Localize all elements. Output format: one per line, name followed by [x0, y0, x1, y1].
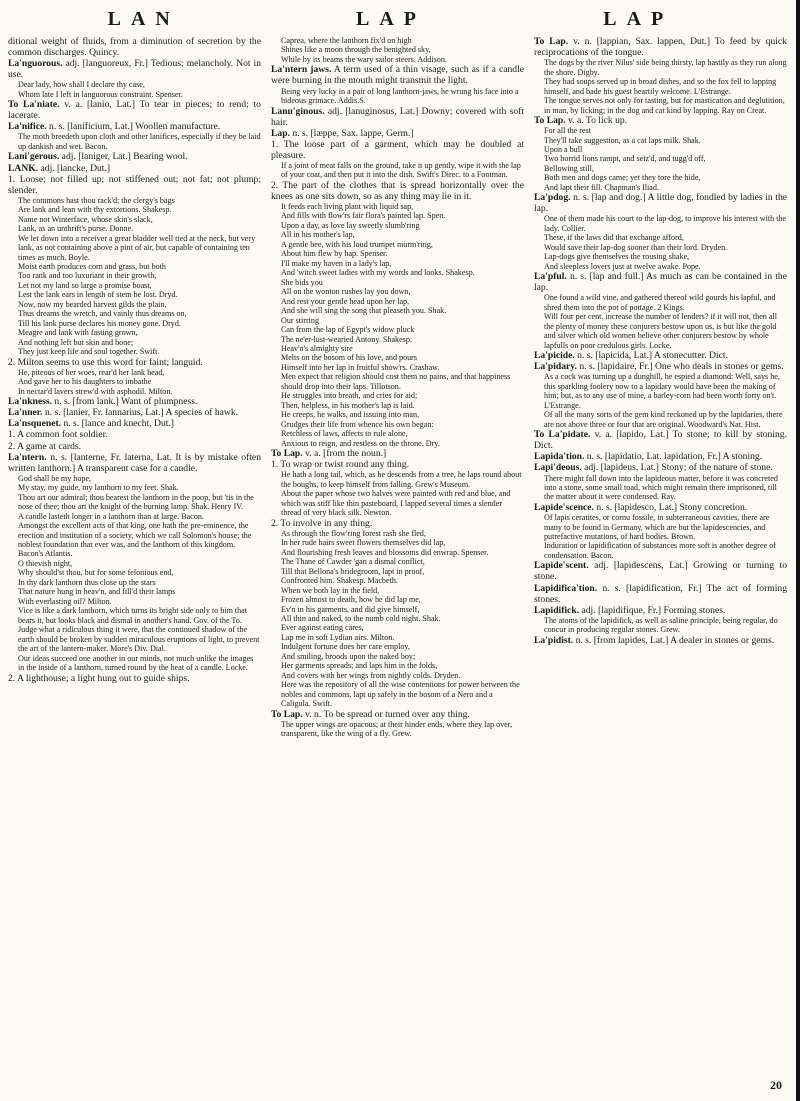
- entry-definition: adj. [lapidifique, Fr.] Forming stones.: [579, 604, 726, 616]
- dictionary-entry: [8, 58, 261, 80]
- entry-definition: n. s. [from lank.] Want of plumpness.: [52, 396, 198, 408]
- entry-headword: Lapida'tion.: [534, 451, 585, 463]
- entry-headword: La'pdog.: [534, 192, 571, 204]
- text-columns: [8, 36, 788, 739]
- citation-quote: It feeds each living plant with liquid sap, And fills with flow'rs fair flora's painted lap. Spen. Upon a day, as love lay sweetly slumb'ring All in his mother's lap, A gentle bee, with his loud trumpet murm'ring, About him flew by hap. Spenser. I'll make my haven in a lady's lap, And 'witch sweet ladies with my words and looks. Shakesp. She bids you All on the wonton rushes lay you down, And rest your gentle head upon her lap, And she will sing the song that pleaseth you. Shak. Our stirring Can from the lap of Egypt's widow pluck The ne'er-lust-wearied Antony. Shakesp. Heav'n's almighty sire Melts on the bosom of his love, and pours Himself into her lap in fruitful show'rs. Crashaw. Men expect that religion should cost them no pains, and that happiness should drop into their laps. Tillotson. He struggles into breath, and cries for aid; Then, helpless, in his mother's lap is laid. He creeps, he walks, and issuing into man, Grudges their life from whence his own began: Retchless of laws, affects to rule alone, Anxious to reign, and restless on the throne. Dry.: [281, 201, 511, 448]
- dictionary-entry: [534, 271, 787, 293]
- running-header: [8, 8, 788, 36]
- dictionary-entry: [534, 350, 787, 361]
- dictionary-entry: [271, 128, 524, 139]
- dictionary-entry: [8, 163, 261, 174]
- entry-definition: v. n. To be spread or turned over any thing.: [302, 708, 470, 720]
- entry-headword: Lapide'scent.: [534, 560, 589, 572]
- entry-definition: n. s. [lapidaire, Fr.] One who deals in stones or gems.: [576, 361, 784, 373]
- dictionary-entry: [534, 560, 787, 582]
- sense-paragraph: 2. To involve in any thing.: [271, 517, 373, 529]
- entry-headword: La'picide.: [534, 350, 575, 362]
- entry-definition: n. s. [lapidesco, Lat.] Stony concretion.: [593, 501, 748, 513]
- entry-definition: adj. [laniger, Lat.] Bearing wool.: [59, 151, 188, 163]
- dictionary-entry: [271, 64, 524, 86]
- citation-quote: The commons hast thou rack'd; the clergy's bags Are lank and lean with thy extortions. Shakesp. Name not Winterface, whose skin's slack, Lank, as an unthrift's purse. Donne. We let down into a receiver a great bladder well tied at the neck, but very lank, as not containing above a pint of air, but capable of containing ten times as much. Boyle. Moist earth produces corn and grass, but both Too rank and too luxuriant in their growth, Let not my land so large a promise boast, Lest the lank ears in length of stem be lost. Dryd. Now, now my bearded harvest gilds the plain, Thus dreams the wretch, and vainly thus dreams on, Till his lank purse declares his money gone. Dryd. Meagre and lank with fasting grown, And nothing left but skin and bone; They just keep life and soul together. Swift.: [18, 195, 256, 357]
- sense-paragraph: 1. A common foot soldier.: [8, 429, 108, 441]
- entry-headword: Lanu'ginous.: [271, 105, 325, 117]
- entry-headword: La'ntern jaws.: [271, 64, 332, 76]
- entry-headword: To La'niate.: [8, 99, 60, 111]
- dictionary-entry: [8, 99, 261, 121]
- column-middle: [271, 36, 524, 739]
- header-right: LAP: [603, 8, 674, 30]
- header-left: LAN: [107, 8, 180, 30]
- entry-definition: n. s. [lapidification, Fr.] The act of forming stones.: [534, 582, 787, 605]
- dictionary-entry: [8, 121, 261, 132]
- entry-definition: n. s. [lanificium, Lat.] Woollen manufacture.: [46, 121, 221, 133]
- entry-headword: La'nsquenet.: [8, 418, 62, 430]
- entry-headword: Lapide'scence.: [534, 501, 594, 513]
- entry-definition: n. s. [lance and knecht, Dut.]: [61, 418, 175, 430]
- sense-paragraph: ditional weight of fluids, from a diminution of secretion by the common discharges. Quincy.: [8, 36, 261, 59]
- citation-quote: Of lapis ceratites, or cornu fossile, in subterraneous cavities, there are many to be found in Germany, which are but the lapidescencies, and putrefactive mutations, of hard bodies. Brown. Induration or lapidification of substances more soft is another degree of condensation. Bacon.: [544, 513, 776, 560]
- entry-definition: adj. [lancke, Dut.]: [38, 162, 111, 174]
- entry-headword: La'nner.: [8, 407, 43, 419]
- entry-definition: v. a. To lick up.: [565, 114, 628, 126]
- entry-definition: adj. [lanuginosus, Lat.] Downy; covered with soft hair.: [271, 105, 524, 128]
- dictionary-entry: [534, 361, 787, 372]
- entry-headword: La'pful.: [534, 271, 567, 283]
- entry-headword: To Lap.: [271, 708, 303, 720]
- dictionary-entry: [8, 407, 261, 418]
- dictionary-entry: [534, 451, 787, 462]
- sense-paragraph: 2. The part of the clothes that is spread horizontally over the knees as one sits down, so as any thing may lie in it.: [271, 179, 524, 202]
- dictionary-entry: [534, 192, 787, 214]
- citation-quote: The upper wings are opacous; at their hinder ends, where they lap over, transparent, like the wing of a fly. Grew.: [281, 719, 513, 739]
- citation-quote: Dear lady, how shall I declare thy case, Whom late I left in languorous constraint. Spenser.: [18, 80, 183, 99]
- citation-quote: He hath a long tail, which, as he descends from a tree, he laps round about the boughs, to keep himself from falling. Grew's Museum. About the paper whose two halves were painted with red and blue, and which was stiff like thin pasteboard, I lapped several times a slender thread of very black silk. Newton.: [281, 470, 522, 518]
- dictionary-entry: [8, 151, 261, 162]
- dictionary-entry: [271, 448, 524, 459]
- citation-quote: The moth breedeth upon cloth and other lanifices, especially if they be laid up dankish and wet. Bacon.: [18, 132, 261, 151]
- sense-paragraph: 2. Milton seems to use this word for faint; languid.: [8, 356, 203, 368]
- page-number: 20: [770, 1078, 782, 1092]
- dictionary-entry: [271, 106, 524, 128]
- dictionary-entry: [534, 635, 787, 646]
- entry-headword: La'nguorous.: [8, 58, 63, 70]
- entry-definition: n. s. [lap and dog.] A little dog, fondled by ladies in the lap.: [534, 192, 787, 215]
- entry-headword: Lapi'deous.: [534, 462, 582, 474]
- dictionary-entry: [534, 502, 787, 513]
- sense-paragraph: 2. A lighthouse; a light hung out to guide ships.: [8, 672, 190, 684]
- citation-quote: God shall be my hope, My stay, my guide, my lanthorn to my feet. Shak. Thou art our admiral; thou bearest the lanthorn in the poop, but 'tis in the nose of thee; thou art the knight of the burning lamp. Shak. Henry IV. A candle lasteth longer in a lanthorn than at large. Bacon. Amongst the excellent acts of that king, one hath the pre-eminence, the erection and institution of a society, which we call Solomon's house; the noblest foundation that ever was, and the lanthorn of this kingdom. Bacon's Atlantis. O thievish night, Why should'st thou, but for some felonious end, In thy dark lanthorn thus close up the stars That nature hung in heav'n, and fill'd their lamps With everlasting oil? Milton. Vice is like a dark lanthorn, which turns its bright side only to him that bears it, but looks black and dismal in another's hand. Gov. of the To. Judge what a ridiculous thing it were, that the continued shadow of the earth should be broken by sudden miraculous eruptions of light, to prevent the art of the lantern-maker. More's Div. Dial. Our ideas succeed one another in our minds, not much unlike the images in the inside of a lanthorn, turned round by the heat of a candle. Locke.: [18, 473, 260, 673]
- entry-headword: To Lap.: [534, 36, 569, 47]
- entry-definition: v. a. [lanio, Lat.] To tear in pieces; to rend; to lacerate.: [8, 99, 261, 122]
- entry-definition: n. s. [lanterne, Fr. laterna, Lat. It is by mistake often written lanthorn.] A transparent case for a candle.: [8, 451, 261, 474]
- citation-quote: If a joint of meat falls on the ground, take it up gently, wipe it with the lap of your coat, and then put it into the dish. Swift's Direc. to a Footman.: [281, 160, 521, 180]
- entry-definition: n. s. [lapicida, Lat.] A stonecutter. Dict.: [574, 350, 728, 362]
- citation-quote: There might fall down into the lapideous matter, before it was concreted into a stone, some small toad, which might remain there imprisoned, till the matter about it were condensed. Ray.: [544, 473, 778, 502]
- entry-definition: v. a. [lapido, Lat.] To stone; to kill by stoning. Dict.: [534, 429, 787, 452]
- citation-quote: One of them made his court to the lap-dog, to improve his interest with the lady. Collier. These, if the laws did that exchange afford, Would save their lap-dog sooner than their lord. Dryden. Lap-dogs give themselves the rousing shake, And sleepless lovers just at twelve awake. Pope.: [544, 214, 787, 271]
- entry-headword: La'pidary.: [534, 361, 577, 373]
- dictionary-entry: [534, 462, 787, 473]
- entry-definition: A term used of a thin visage, such as if a candle were burning in the mouth might transmit the light.: [271, 64, 524, 87]
- dictionary-entry: [534, 429, 787, 451]
- citation-quote: Being very lucky in a pair of long lanthorn-jaws, he wrung his face into a hideous grimace. Addis.S.: [281, 86, 519, 106]
- entry-headword: La'nifice.: [8, 121, 47, 133]
- entry-headword: To La'pidate.: [534, 429, 591, 441]
- header-middle: LAP: [356, 8, 426, 30]
- column-left: [8, 36, 261, 739]
- entry-definition: adj. [languoreux, Fr.] Tedious; melancholy. Not in use.: [8, 58, 261, 81]
- sense-paragraph: 2. A game at cards.: [8, 440, 81, 452]
- entry-headword: Lapidifick.: [534, 604, 580, 616]
- entry-definition: v. n. [lappian, Sax. lappen, Dut.] To feed by quick reciprocations of the tongue.: [534, 36, 787, 59]
- citation-quote: The atoms of the lapidifick, as well as saline principle, being regular, do concur in producing regular stones. Grew.: [544, 615, 778, 635]
- entry-definition: n. s. [from lapides, Lat.] A dealer in stones or gems.: [573, 634, 775, 646]
- dictionary-entry: [534, 115, 787, 126]
- sense-paragraph: 1. The loose part of a garment, which may be doubled at pleasure.: [271, 138, 524, 161]
- sense-paragraph: 1. To wrap or twist round any thing.: [271, 459, 409, 471]
- dictionary-entry: [534, 36, 787, 58]
- entry-headword: Lani'gerous.: [8, 151, 60, 163]
- entry-headword: LANK.: [8, 162, 39, 174]
- column-right: [534, 36, 787, 739]
- entry-definition: n. s. [læppe, Sax. lappe, Germ.]: [289, 127, 414, 139]
- dictionary-entry: [8, 396, 261, 407]
- entry-headword: To Lap.: [271, 448, 303, 460]
- entry-headword: La'pidist.: [534, 634, 574, 646]
- citation-quote: For all the rest They'll take suggestion, as a cat laps milk. Shak. Upon a bull Two horrid lions rampt, and seiz'd, and tugg'd off, Bellowing still, Both men and dogs came; yet they tore the hide, And lapt their fill. Chapman's Iliad.: [544, 126, 706, 192]
- dictionary-entry: [8, 418, 261, 429]
- entry-headword: To Lap.: [534, 114, 566, 126]
- entry-definition: adj. [lapidescens, Lat.] Growing or turning to stone.: [534, 560, 787, 583]
- entry-definition: adj. [lapideus, Lat.] Stony; of the nature of stone.: [581, 462, 773, 474]
- citation-quote: Caprea, where the lanthorn fix'd on high Shines like a moon through the benighted sky, While by its beams the wary sailor steers. Addison.: [281, 36, 447, 64]
- entry-headword: Lap.: [271, 127, 290, 139]
- entry-headword: La'nkness.: [8, 396, 52, 408]
- binding-edge: [796, 0, 800, 1101]
- entry-headword: Lapidifica'tion.: [534, 582, 598, 594]
- citation-quote: The dogs by the river Nilus' side being thirsty, lap hastily as they run along the shore. Digby. They had soups served up in broad dishes, and so the fox fell to lapping himself, and bade his guest heartily welcome. L'Estrange. The tongue serves not only for tasting, but for mastication and deglutition, in man, by licking; in the dog and cat kind by lapping. Ray on Creat.: [544, 58, 787, 115]
- citation-quote: As through the flow'ring forest rash she fled, In her rude hairs sweet flowers themselves did lap, And flourishing fresh leaves and blossoms did enwrap. Spenser. The Thane of Cawder 'gan a dismal conflict, Till that Bellona's bridegroom, lapt in proof, Confronted him. Shakesp. Macbeth. When we both lay in the field, Frozen almost to death, how he did lap me, Ev'n in his garments, and did give himself, All thin and naked, to the numb cold night. Shak. Ever against eating cares, Lap me in soft Lydian airs. Milton. Indulgent fortune does her care employ, And smiling, broods upon the naked boy; Her garments spreads; and laps him in the folds, And covers with her wings from nightly colds. Dryden. Here was the repository of all the wise contentions for power between the nobles and commons, lapt up safely in the bosom of a Nero and a Caligula. Swift.: [281, 528, 520, 709]
- sense-paragraph: 1. Loose; not filled up; not stiffened out; not fat; not plump; slender.: [8, 173, 261, 196]
- dictionary-entry: [534, 605, 787, 616]
- citation-quote: As a cock was turning up a dunghill, he espied a diamond: Well, says he, this sparkling foolery now to a lapidary would have been the making of him; but, as to any use of mine, a barley-corn had been worth forty on't. L'Estrange. Of all the many sorts of the gem kind reckoned up by the lapidaries, there are not above three or four that are original. Woodward's Nat. Hist.: [544, 372, 783, 429]
- dictionary-entry: [534, 583, 787, 605]
- entry-headword: La'ntern.: [8, 451, 47, 463]
- entry-definition: n. s. [lap and full.] As much as can be contained in the lap.: [534, 271, 787, 294]
- entry-definition: n. s. [lanier, Fr. lannarius, Lat.] A species of hawk.: [42, 407, 239, 419]
- citation-quote: He, piteous of her woes, rear'd her lank head, And gave her to his daughters to imbathe In nectar'd lavers strew'd with asphodil. Milton.: [18, 367, 173, 396]
- entry-definition: v. a. [from the noun.]: [302, 448, 387, 460]
- dictionary-entry: [271, 709, 524, 720]
- entry-definition: n. s. [lapidatio, Lat. lapidation, Fr.] A stoning.: [584, 451, 763, 463]
- dictionary-entry: [8, 452, 261, 474]
- citation-quote: One found a wild vine, and gathered thereof wild gourds his lapful, and shred them into the pot of pottage. 2 Kings. Will four per cent. increase the number of lenders? if it will not, then all the plenty of money these conjurers bestow upon us, is but like the gold and silver which old women believe other conjurers bestow by whole lapfulls on poor credulous girls. Locke.: [544, 293, 777, 350]
